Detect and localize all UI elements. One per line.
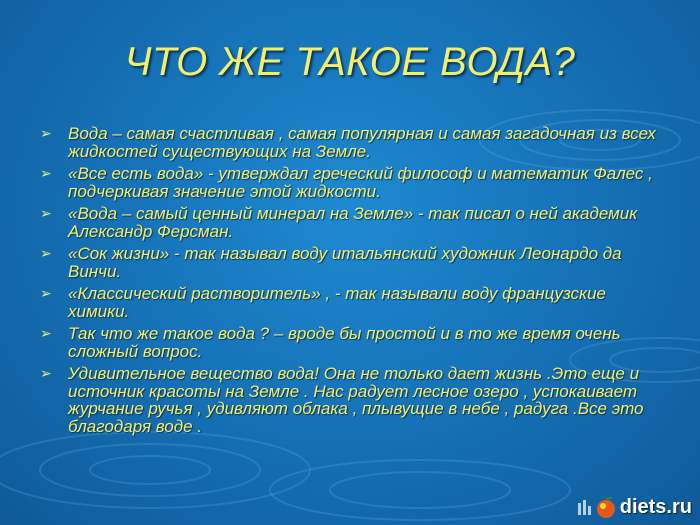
- list-item-text: «Вода – самый ценный минерал на Земле» - так писал о ней академик Александр Ферсман.: [68, 204, 638, 241]
- arrowhead-bullet-icon: ➢: [40, 166, 52, 182]
- list-item: [40, 205, 660, 240]
- arrowhead-bullet-icon: ➢: [40, 286, 52, 302]
- arrowhead-bullet-icon: ➢: [40, 206, 52, 222]
- list-item: [40, 285, 660, 320]
- arrowhead-bullet-icon: ➢: [40, 126, 52, 142]
- slide-title: ЧТО ЖЕ ТАКОЕ ВОДА?: [124, 40, 576, 84]
- arrowhead-bullet-icon: ➢: [40, 326, 52, 342]
- my-apple-logo-icon: [576, 497, 616, 519]
- list-item-text: «Все есть вода» - утверждал греческий философ и математик Фалес , подчеркивая значение этой жидкости.: [68, 164, 653, 201]
- watermark-text: diets.ru: [619, 496, 692, 518]
- bullet-list: [40, 125, 660, 440]
- arrowhead-bullet-icon: ➢: [40, 246, 52, 262]
- list-item-text: «Сок жизни» - так называл воду итальянский художник Леонардо да Винчи.: [68, 244, 622, 281]
- list-item: [40, 125, 660, 160]
- list-item-text: «Классический растворитель» , - так называли воду французские химики.: [68, 284, 606, 321]
- list-item: [40, 245, 660, 280]
- list-item-text: Удивительное вещество вода! Она не только дает жизнь .Это еще и источник красоты на Земле . Нас радует лесное озеро , успокаивает журчание ручья , удивляют облака , плывущие в небе , радуга .Все это благодаря воде .: [68, 364, 644, 436]
- list-item: [40, 325, 660, 360]
- list-item-text: Так что же такое вода ? – вроде бы простой и в то же время очень сложный вопрос.: [68, 324, 621, 361]
- watermark: [576, 496, 692, 519]
- arrowhead-bullet-icon: ➢: [40, 366, 52, 382]
- list-item: [40, 165, 660, 200]
- list-item: [40, 365, 660, 435]
- list-item-text: Вода – самая счастливая , самая популярная и самая загадочная из всех жидкостей существующих на Земле.: [68, 124, 656, 161]
